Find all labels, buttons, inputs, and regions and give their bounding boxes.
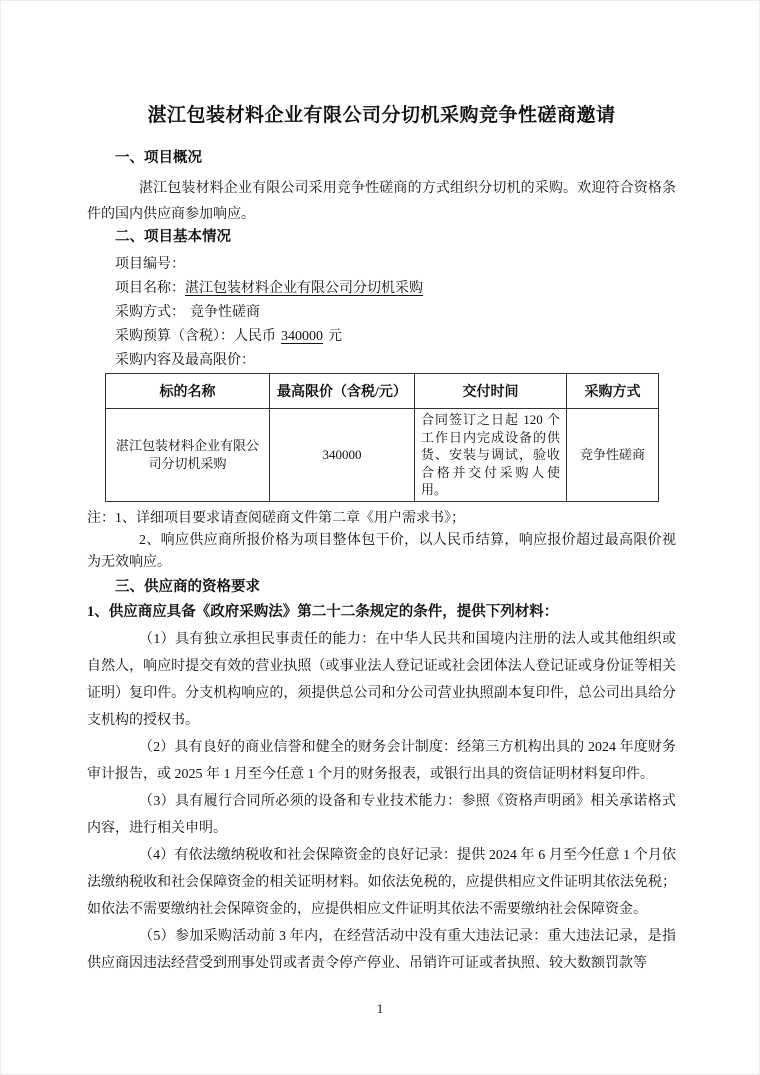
qualification-item-2: （2）具有良好的商业信誉和健全的财务会计制度：经第三方机构出具的 2024 年度财务审计报告，或 2025 年 1 月至今任意 1 个月的财务报表，或银行出具的资信证明材料复印件。 bbox=[87, 739, 676, 782]
field-project-number bbox=[87, 253, 676, 277]
field-procurement-budget bbox=[87, 325, 676, 349]
budget-label: 采购预算（含税）： bbox=[115, 329, 234, 344]
note-line-1: 注：1、详细项目要求请查阅磋商文件第二章《用户需求书》； bbox=[87, 510, 465, 526]
note-line-2: 2、响应供应商所报价格为项目整体包干价，以人民币结算，响应报价超过最高限价视为无效响应。 bbox=[87, 532, 676, 570]
cell-max-price: 340000 bbox=[270, 409, 415, 502]
project-name-label: 项目名称： bbox=[115, 281, 185, 296]
cell-delivery-time: 合同签订之日起 120 个工作日内完成设备的供货、安装与调试，验收合格并交付采购人使用。 bbox=[415, 409, 567, 502]
section-2-heading: 二、项目基本情况 bbox=[115, 229, 231, 245]
project-number-label: 项目编号： bbox=[115, 257, 185, 272]
project-name-value: 湛江包装材料企业有限公司分切机采购 bbox=[185, 281, 423, 296]
field-project-name bbox=[87, 277, 676, 301]
field-content-and-price-limit bbox=[87, 349, 676, 373]
qualification-item-3: （3）具有履行合同所必须的设备和专业技术能力：参照《资格声明函》相关承诺格式内容，进行相关申明。 bbox=[87, 793, 676, 836]
cell-subject-name: 湛江包装材料企业有限公司分切机采购 bbox=[106, 409, 270, 502]
cell-method: 竞争性磋商 bbox=[567, 409, 659, 502]
header-subject-name: 标的名称 bbox=[106, 374, 270, 409]
budget-unit: 元 bbox=[328, 329, 342, 344]
page-title: 湛江包装材料企业有限公司分切机采购竞争性磋商邀请 bbox=[147, 105, 616, 126]
table-header-row bbox=[106, 374, 659, 409]
procurement-method-label: 采购方式： bbox=[115, 305, 185, 320]
content-label: 采购内容及最高限价： bbox=[115, 353, 255, 368]
qualification-item-5: （5）参加采购活动前 3 年内，在经营活动中没有重大违法记录：重大违法记录，是指供应商因违法经营受到刑事处罚或者责令停产停业、吊销许可证或者执照、较大数额罚款等 bbox=[87, 928, 676, 971]
table-row bbox=[106, 409, 659, 502]
header-method: 采购方式 bbox=[567, 374, 659, 409]
page-number: 1 bbox=[376, 1001, 384, 1016]
procurement-method-value: 竞争性磋商 bbox=[190, 305, 260, 320]
procurement-table bbox=[105, 373, 659, 502]
header-delivery-time: 交付时间 bbox=[415, 374, 567, 409]
section-3-heading: 三、供应商的资格要求 bbox=[115, 578, 260, 595]
budget-value: 340000 bbox=[281, 329, 323, 344]
project-overview-paragraph: 湛江包装材料企业有限公司采用竞争性磋商的方式组织分切机的采购。欢迎符合资格条件的国内供应商参加响应。 bbox=[87, 181, 676, 222]
section-1-heading: 一、项目概况 bbox=[115, 150, 202, 166]
header-max-price: 最高限价（含税/元） bbox=[270, 374, 415, 409]
supplier-qualification-subheading: 1、供应商应具备《政府采购法》第二十二条规定的条件，提供下列材料： bbox=[87, 603, 559, 620]
qualification-items bbox=[87, 626, 676, 977]
qualification-item-1: （1）具有独立承担民事责任的能力：在中华人民共和国境内注册的法人或其他组织或自然人，响应时提交有效的营业执照（或事业法人登记证或社会团体法人登记证或身份证等相关证明）复印件。分支机构响应的，须提供总公司和分公司营业执照副本复印件，总公司出具给分支机构的授权书。 bbox=[87, 631, 676, 728]
budget-currency: 人民币 bbox=[234, 329, 276, 344]
field-procurement-method bbox=[87, 301, 676, 325]
qualification-item-4: （4）有依法缴纳税收和社会保障资金的良好记录：提供 2024 年 6 月至今任意 1 个月依法缴纳税收和社会保障资金的相关证明材料。如依法免税的，应提供相应文件证明其依法免税；如依法不需要缴纳社会保障资金的，应提供相应文件证明其依法不需要缴纳社会保障资金。 bbox=[87, 847, 676, 917]
